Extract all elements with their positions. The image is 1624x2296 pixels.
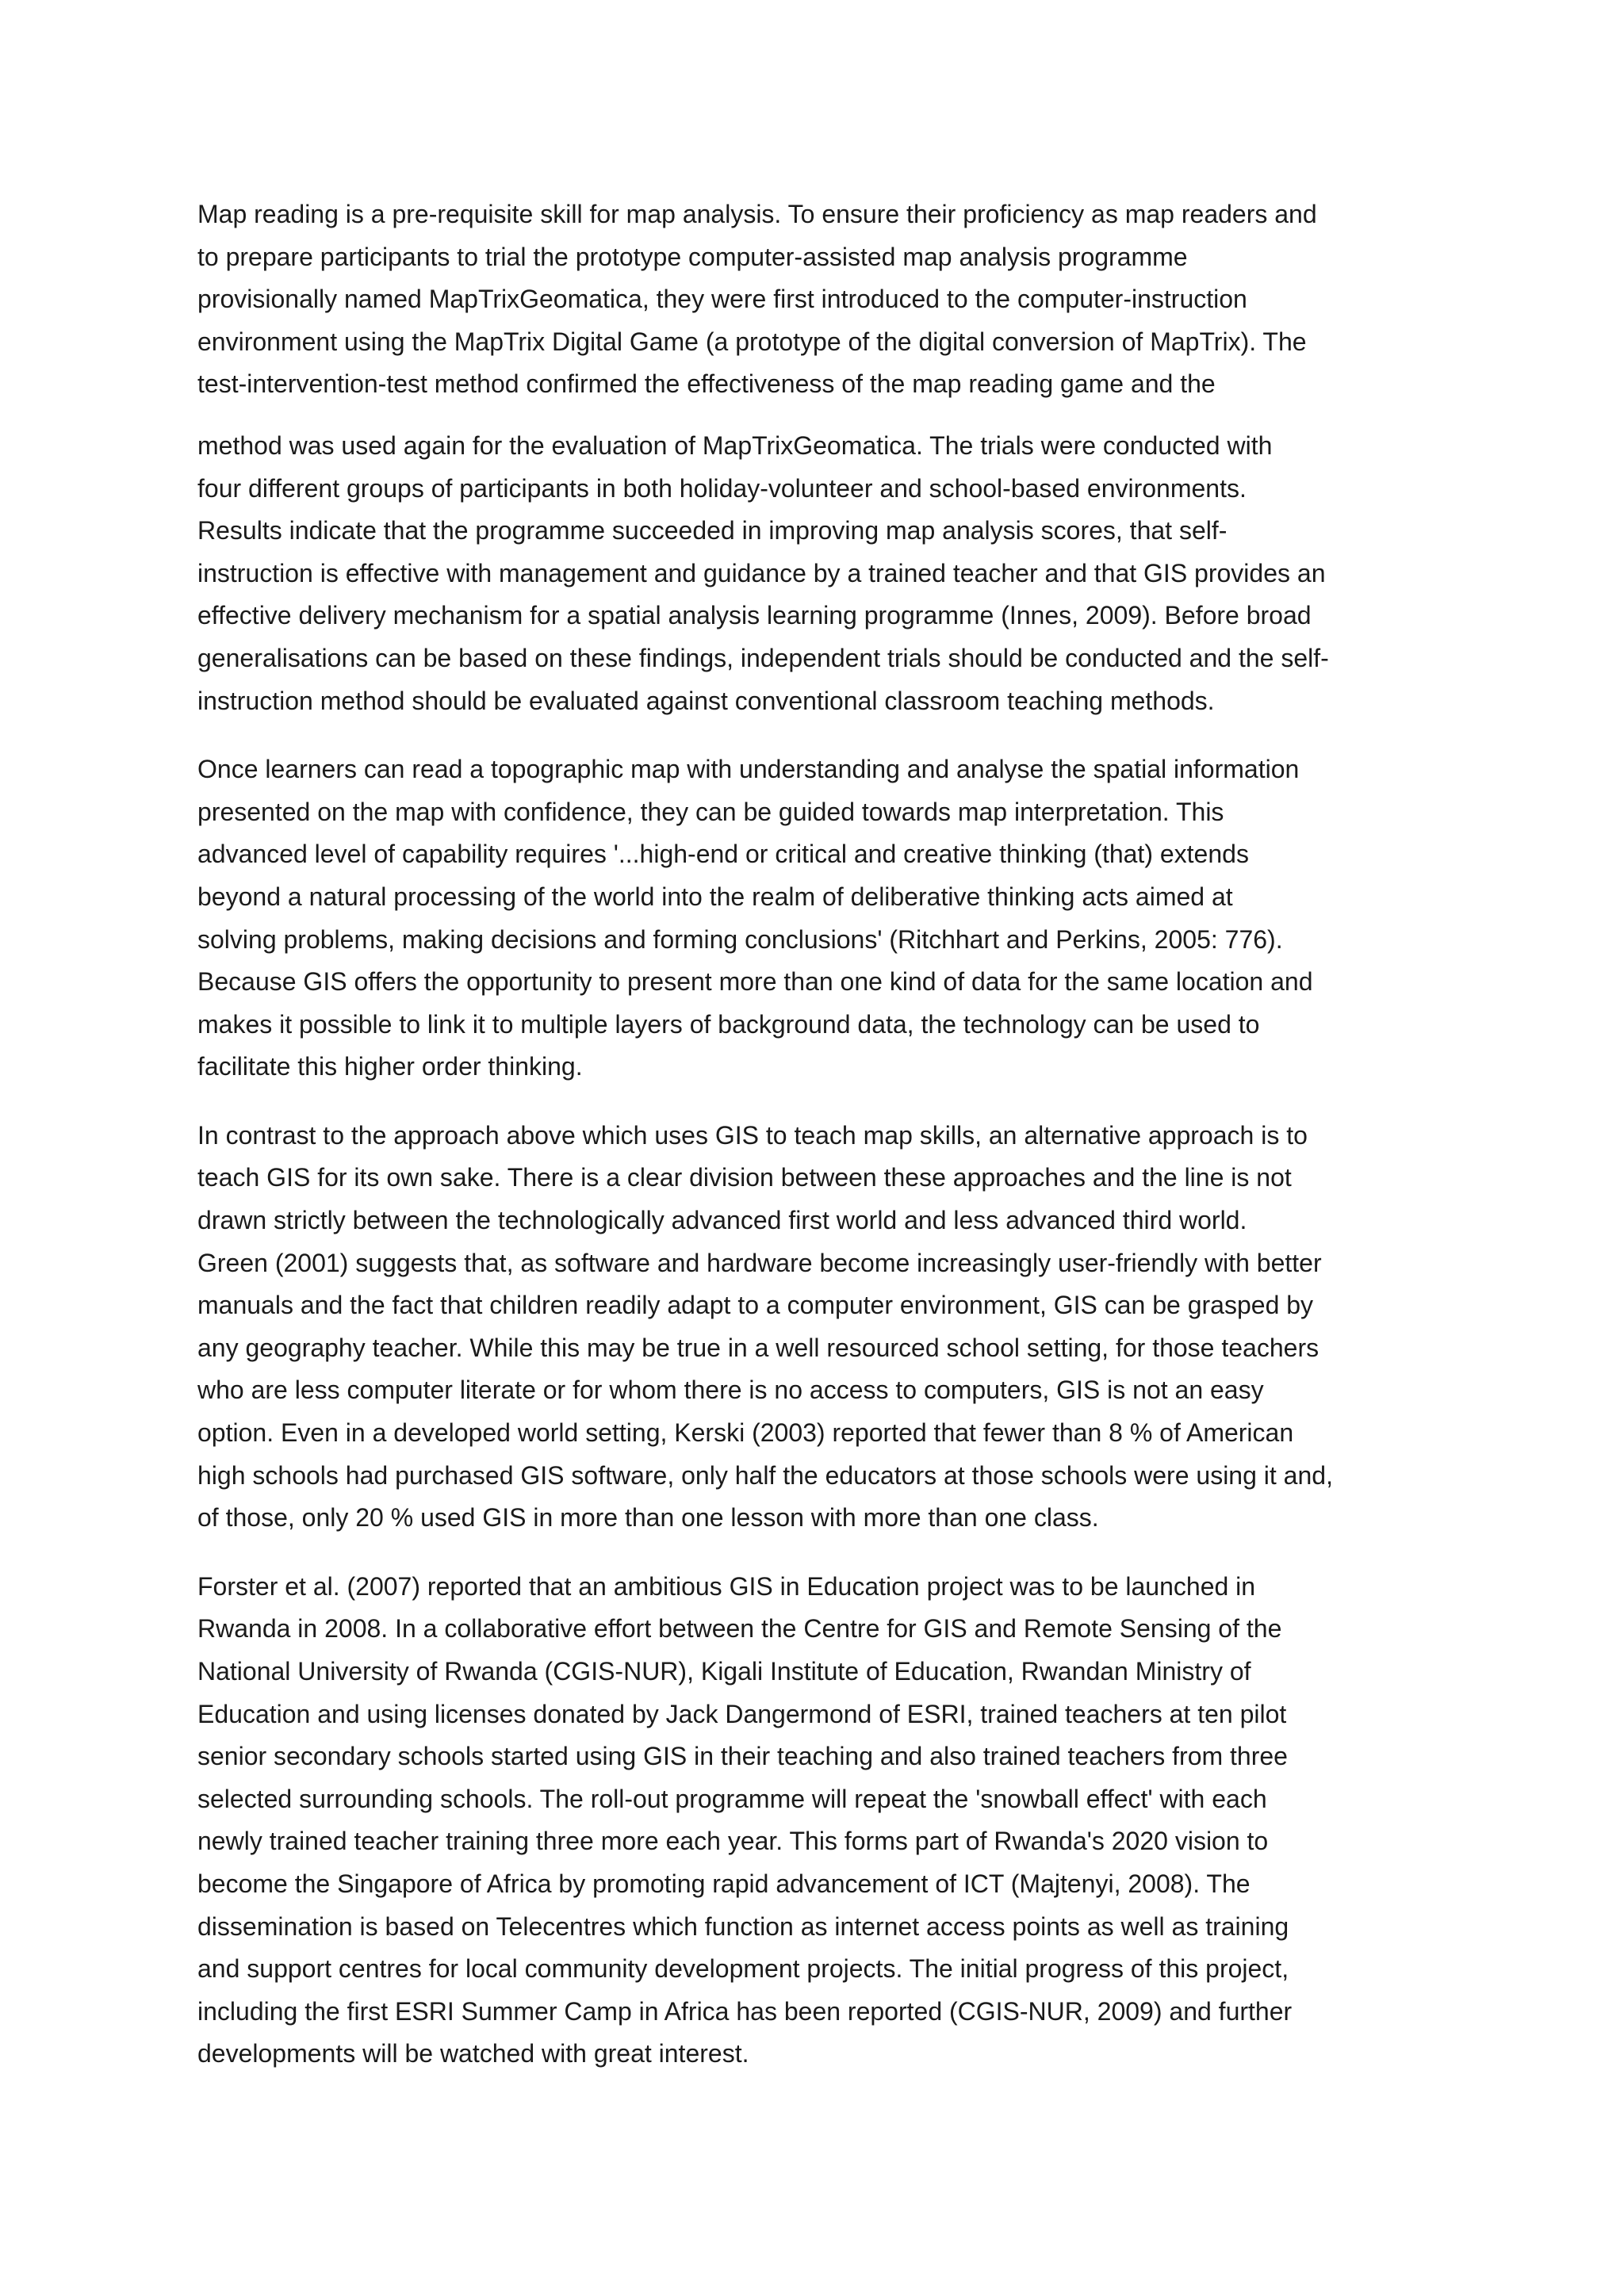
text-line: who are less computer literate or for whom there is no access to computers, GIS is not an easy xyxy=(197,1376,1264,1405)
text-line: method was used again for the evaluation of MapTrixGeomatica. The trials were conducted with xyxy=(197,430,1273,460)
text-line: Green (2001) suggests that, as software and hardware become increasingly user-friendly with better xyxy=(197,1248,1322,1277)
text-line: and support centres for local community development projects. The initial progress of this project, xyxy=(197,1954,1289,1984)
text-line: drawn strictly between the technologically advanced first world and less advanced third world. xyxy=(197,1206,1247,1235)
text-line: National University of Rwanda (CGIS-NUR), Kigali Institute of Education, Rwandan Ministry of xyxy=(197,1657,1251,1686)
text-line: Because GIS offers the opportunity to present more than one kind of data for the same location and xyxy=(197,967,1313,997)
text-line: makes it possible to link it to multiple layers of background data, the technology can be used to xyxy=(197,1009,1260,1039)
paragraph-1 xyxy=(197,193,1450,406)
text-line: test-intervention-test method confirmed the effectiveness of the map reading game and the xyxy=(197,369,1216,399)
text-line: Map reading is a pre-requisite skill for map analysis. To ensure their proficiency as map readers and xyxy=(197,200,1317,228)
text-line: developments will be watched with great interest. xyxy=(197,2039,749,2068)
text-line: Education and using licenses donated by Jack Dangermond of ESRI, trained teachers at ten pilot xyxy=(197,1699,1287,1728)
text-line: newly trained teacher training three more each year. This forms part of Rwanda's 2020 vision to xyxy=(197,1827,1269,1856)
text-line: effective delivery mechanism for a spatial analysis learning programme (Innes, 2009). Before broad xyxy=(197,601,1312,630)
text-line: teach GIS for its own sake. There is a clear division between these approaches and the line is not xyxy=(197,1163,1292,1192)
text-line: selected surrounding schools. The roll-out programme will repeat the 'snowball effect' with each xyxy=(197,1784,1267,1813)
text-line: manuals and the fact that children readily adapt to a computer environment, GIS can be grasped by xyxy=(197,1291,1314,1320)
text-line: of those, only 20 % used GIS in more than one lesson with more than one class. xyxy=(197,1503,1099,1533)
text-line: instruction method should be evaluated against conventional classroom teaching methods. xyxy=(197,686,1215,715)
text-line: high schools had purchased GIS software, only half the educators at those schools were using it and, xyxy=(197,1460,1333,1490)
text-line: facilitate this higher order thinking. xyxy=(197,1052,583,1081)
text-line: become the Singapore of Africa by promoting rapid advancement of ICT (Majtenyi, 2008). The xyxy=(197,1869,1251,1898)
text-line: beyond a natural processing of the world into the realm of deliberative thinking acts aimed at xyxy=(197,882,1233,911)
paragraph-4 xyxy=(197,1115,1450,1540)
text-line: solving problems, making decisions and forming conclusions' (Ritchhart and Perkins, 2005: 776). xyxy=(197,924,1283,954)
text-line: senior secondary schools started using GIS in their teaching and also trained teachers from three xyxy=(197,1742,1288,1771)
text-line: Results indicate that the programme succeeded in improving map analysis scores, that self- xyxy=(197,516,1228,545)
text-line: presented on the map with confidence, they can be guided towards map interpretation. This xyxy=(197,797,1224,826)
text-line: advanced level of capability requires '...high-end or critical and creative thinking (that) extends xyxy=(197,840,1249,869)
text-line: instruction is effective with management and guidance by a trained teacher and that GIS provides an xyxy=(197,558,1326,587)
text-line: Rwanda in 2008. In a collaborative effort between the Centre for GIS and Remote Sensing of the xyxy=(197,1614,1282,1644)
paragraph-5 xyxy=(197,1566,1450,2076)
text-line: environment using the MapTrix Digital Game (a prototype of the digital conversion of MapTrix). The xyxy=(197,327,1307,356)
text-line: any geography teacher. While this may be true in a well resourced school setting, for those teachers xyxy=(197,1333,1320,1362)
text-line: to prepare participants to trial the prototype computer-assisted map analysis programme xyxy=(197,242,1188,271)
text-line: generalisations can be based on these findings, independent trials should be conducted and the self- xyxy=(197,643,1329,672)
text-line: Once learners can read a topographic map with understanding and analyse the spatial information xyxy=(197,755,1300,784)
text-line: four different groups of participants in both holiday-volunteer and school-based environments. xyxy=(197,473,1247,503)
text-line: including the first ESRI Summer Camp in Africa has been reported (CGIS-NUR, 2009) and further xyxy=(197,1996,1293,2026)
document-page xyxy=(197,193,1450,2102)
text-line: Forster et al. (2007) reported that an ambitious GIS in Education project was to be launched in xyxy=(197,1571,1256,1601)
text-line: provisionally named MapTrixGeomatica, they were first introduced to the computer-instruction xyxy=(197,285,1247,314)
text-line: option. Even in a developed world setting, Kerski (2003) reported that fewer than 8 % of American xyxy=(197,1418,1294,1448)
text-line: In contrast to the approach above which uses GIS to teach map skills, an alternative approach is to xyxy=(197,1120,1308,1150)
paragraph-2 xyxy=(197,425,1450,722)
paragraph-3 xyxy=(197,748,1450,1089)
text-line: dissemination is based on Telecentres which function as internet access points as well as training xyxy=(197,1911,1289,1941)
